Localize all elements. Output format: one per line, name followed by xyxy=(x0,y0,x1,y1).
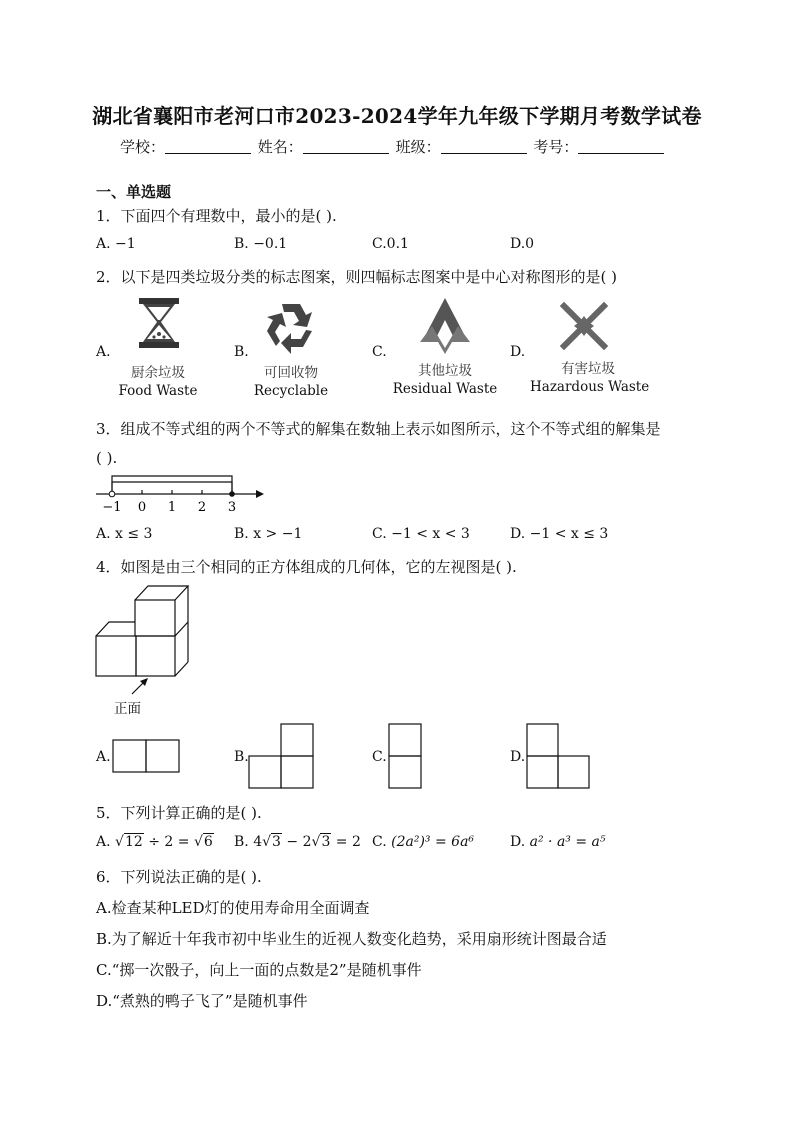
exam-no-blank[interactable] xyxy=(578,139,664,154)
operator: − 2 xyxy=(281,834,312,850)
q5-option-c xyxy=(372,834,474,850)
result: = 2 xyxy=(331,834,361,850)
view-option-d xyxy=(526,723,590,789)
tick-label: 1 xyxy=(167,500,177,515)
caption-en: Recyclable xyxy=(253,383,329,399)
q4-stem: 4．如图是由三个相同的正方体组成的几何体，它的左视图是( ). xyxy=(96,558,517,576)
coefficient: 4 xyxy=(253,834,263,850)
q1-option-a: A. −1 xyxy=(96,236,136,252)
caption-cn: 厨余垃圾 xyxy=(131,365,185,381)
q1-option-c: C.0.1 xyxy=(372,236,409,252)
class-label: 班级： xyxy=(395,138,441,156)
option-letter: D. xyxy=(510,834,526,850)
q2-caption-b xyxy=(243,364,339,400)
tick-label: −1 xyxy=(102,500,122,515)
number-line-figure xyxy=(96,470,266,516)
option-letter: A. xyxy=(96,834,111,850)
recycle-icon xyxy=(262,298,320,356)
q2-label-c: C. xyxy=(372,344,387,360)
q3-option-d: D. −1 < x ≤ 3 xyxy=(510,526,609,542)
arrow-icon xyxy=(130,676,152,696)
q5-option-d xyxy=(510,834,606,850)
q6-option-b: B.为了解近十年我市初中毕业生的近视人数变化趋势，采用扇形统计图最合适 xyxy=(96,930,607,948)
q2-caption-a xyxy=(110,364,206,400)
q2-label-d: D. xyxy=(510,344,526,360)
q6-option-c: C.“掷一次骰子，向上一面的点数是2”是随机事件 xyxy=(96,961,422,979)
q1-stem: 1．下面四个有理数中，最小的是( ). xyxy=(96,207,337,225)
expression: (2a²)³ = 6a⁶ xyxy=(391,834,475,850)
q4-label-b: B. xyxy=(234,749,249,765)
q4-label-a: A. xyxy=(96,749,111,765)
caption-cn: 可回收物 xyxy=(264,365,318,381)
section-heading: 一、单选题 xyxy=(96,183,172,201)
radicand: 6 xyxy=(203,834,213,850)
q2-caption-c xyxy=(390,362,500,398)
class-blank[interactable] xyxy=(441,139,527,154)
name-label: 姓名： xyxy=(257,138,303,156)
view-option-a xyxy=(112,739,180,773)
q1-option-b: B. −0.1 xyxy=(234,236,288,252)
q5-option-a: A. √12 ÷ 2 = √6 xyxy=(96,834,213,850)
q6-option-d: D.“煮熟的鸭子飞了”是随机事件 xyxy=(96,992,308,1010)
tick-label: 2 xyxy=(197,500,207,515)
q4-label-d: D. xyxy=(510,749,526,765)
radicand: 3 xyxy=(321,834,331,850)
view-option-b xyxy=(248,723,314,789)
school-blank[interactable] xyxy=(165,139,251,154)
q2-label-a: A. xyxy=(96,344,111,360)
view-option-c xyxy=(387,723,423,789)
expression: a² · a³ = a⁵ xyxy=(529,834,606,850)
tick-label: 3 xyxy=(227,500,237,515)
triangle-arrows-icon xyxy=(420,298,470,354)
q5-stem: 5．下列计算正确的是( ). xyxy=(96,804,262,822)
q2-stem: 2．以下是四类垃圾分类的标志图案，则四幅标志图案中是中心对称图形的是( ) xyxy=(96,268,618,286)
q4-label-c: C. xyxy=(372,749,387,765)
cross-arrows-icon xyxy=(560,302,608,350)
q6-option-a: A.检查某种LED灯的使用寿命用全面调查 xyxy=(96,899,370,917)
option-letter: C. xyxy=(372,834,387,850)
name-blank[interactable] xyxy=(303,139,389,154)
caption-en: Hazardous Waste xyxy=(530,379,650,395)
q1-option-d: D.0 xyxy=(510,236,535,252)
caption-en: Food Waste xyxy=(118,383,198,399)
q3-stem-line1: 3．组成不等式组的两个不等式的解集在数轴上表示如图所示，这个不等式组的解集是 xyxy=(96,420,661,438)
school-label: 学校： xyxy=(120,138,166,156)
operator: ÷ 2 = xyxy=(143,834,194,850)
q3-option-c: C. −1 < x < 3 xyxy=(372,526,470,542)
caption-cn: 其他垃圾 xyxy=(418,363,472,379)
q3-stem-line2: ( ). xyxy=(96,449,118,467)
radicand: 12 xyxy=(124,834,143,850)
exam-no-label: 考号： xyxy=(533,138,579,156)
cube-solid-figure xyxy=(96,584,196,684)
tick-label: 0 xyxy=(137,500,147,515)
caption-en: Residual Waste xyxy=(392,381,498,397)
radicand: 3 xyxy=(272,834,281,850)
q2-label-b: B. xyxy=(234,344,249,360)
student-info-row xyxy=(120,136,666,157)
page-title: 湖北省襄阳市老河口市2023-2024学年九年级下学期月考数学试卷 xyxy=(92,104,702,128)
q3-option-a: A. x ≤ 3 xyxy=(96,526,153,542)
q2-caption-d xyxy=(530,360,650,396)
caption-cn: 有害垃圾 xyxy=(561,361,615,377)
q6-stem: 6．下列说法正确的是( ). xyxy=(96,868,262,886)
hourglass-icon xyxy=(137,298,181,348)
option-letter: B. xyxy=(234,834,249,850)
front-view-label: 正面 xyxy=(114,701,141,717)
q3-option-b: B. x > −1 xyxy=(234,526,303,542)
q5-option-b: B. 4√3 − 2√3 = 2 xyxy=(234,834,361,850)
